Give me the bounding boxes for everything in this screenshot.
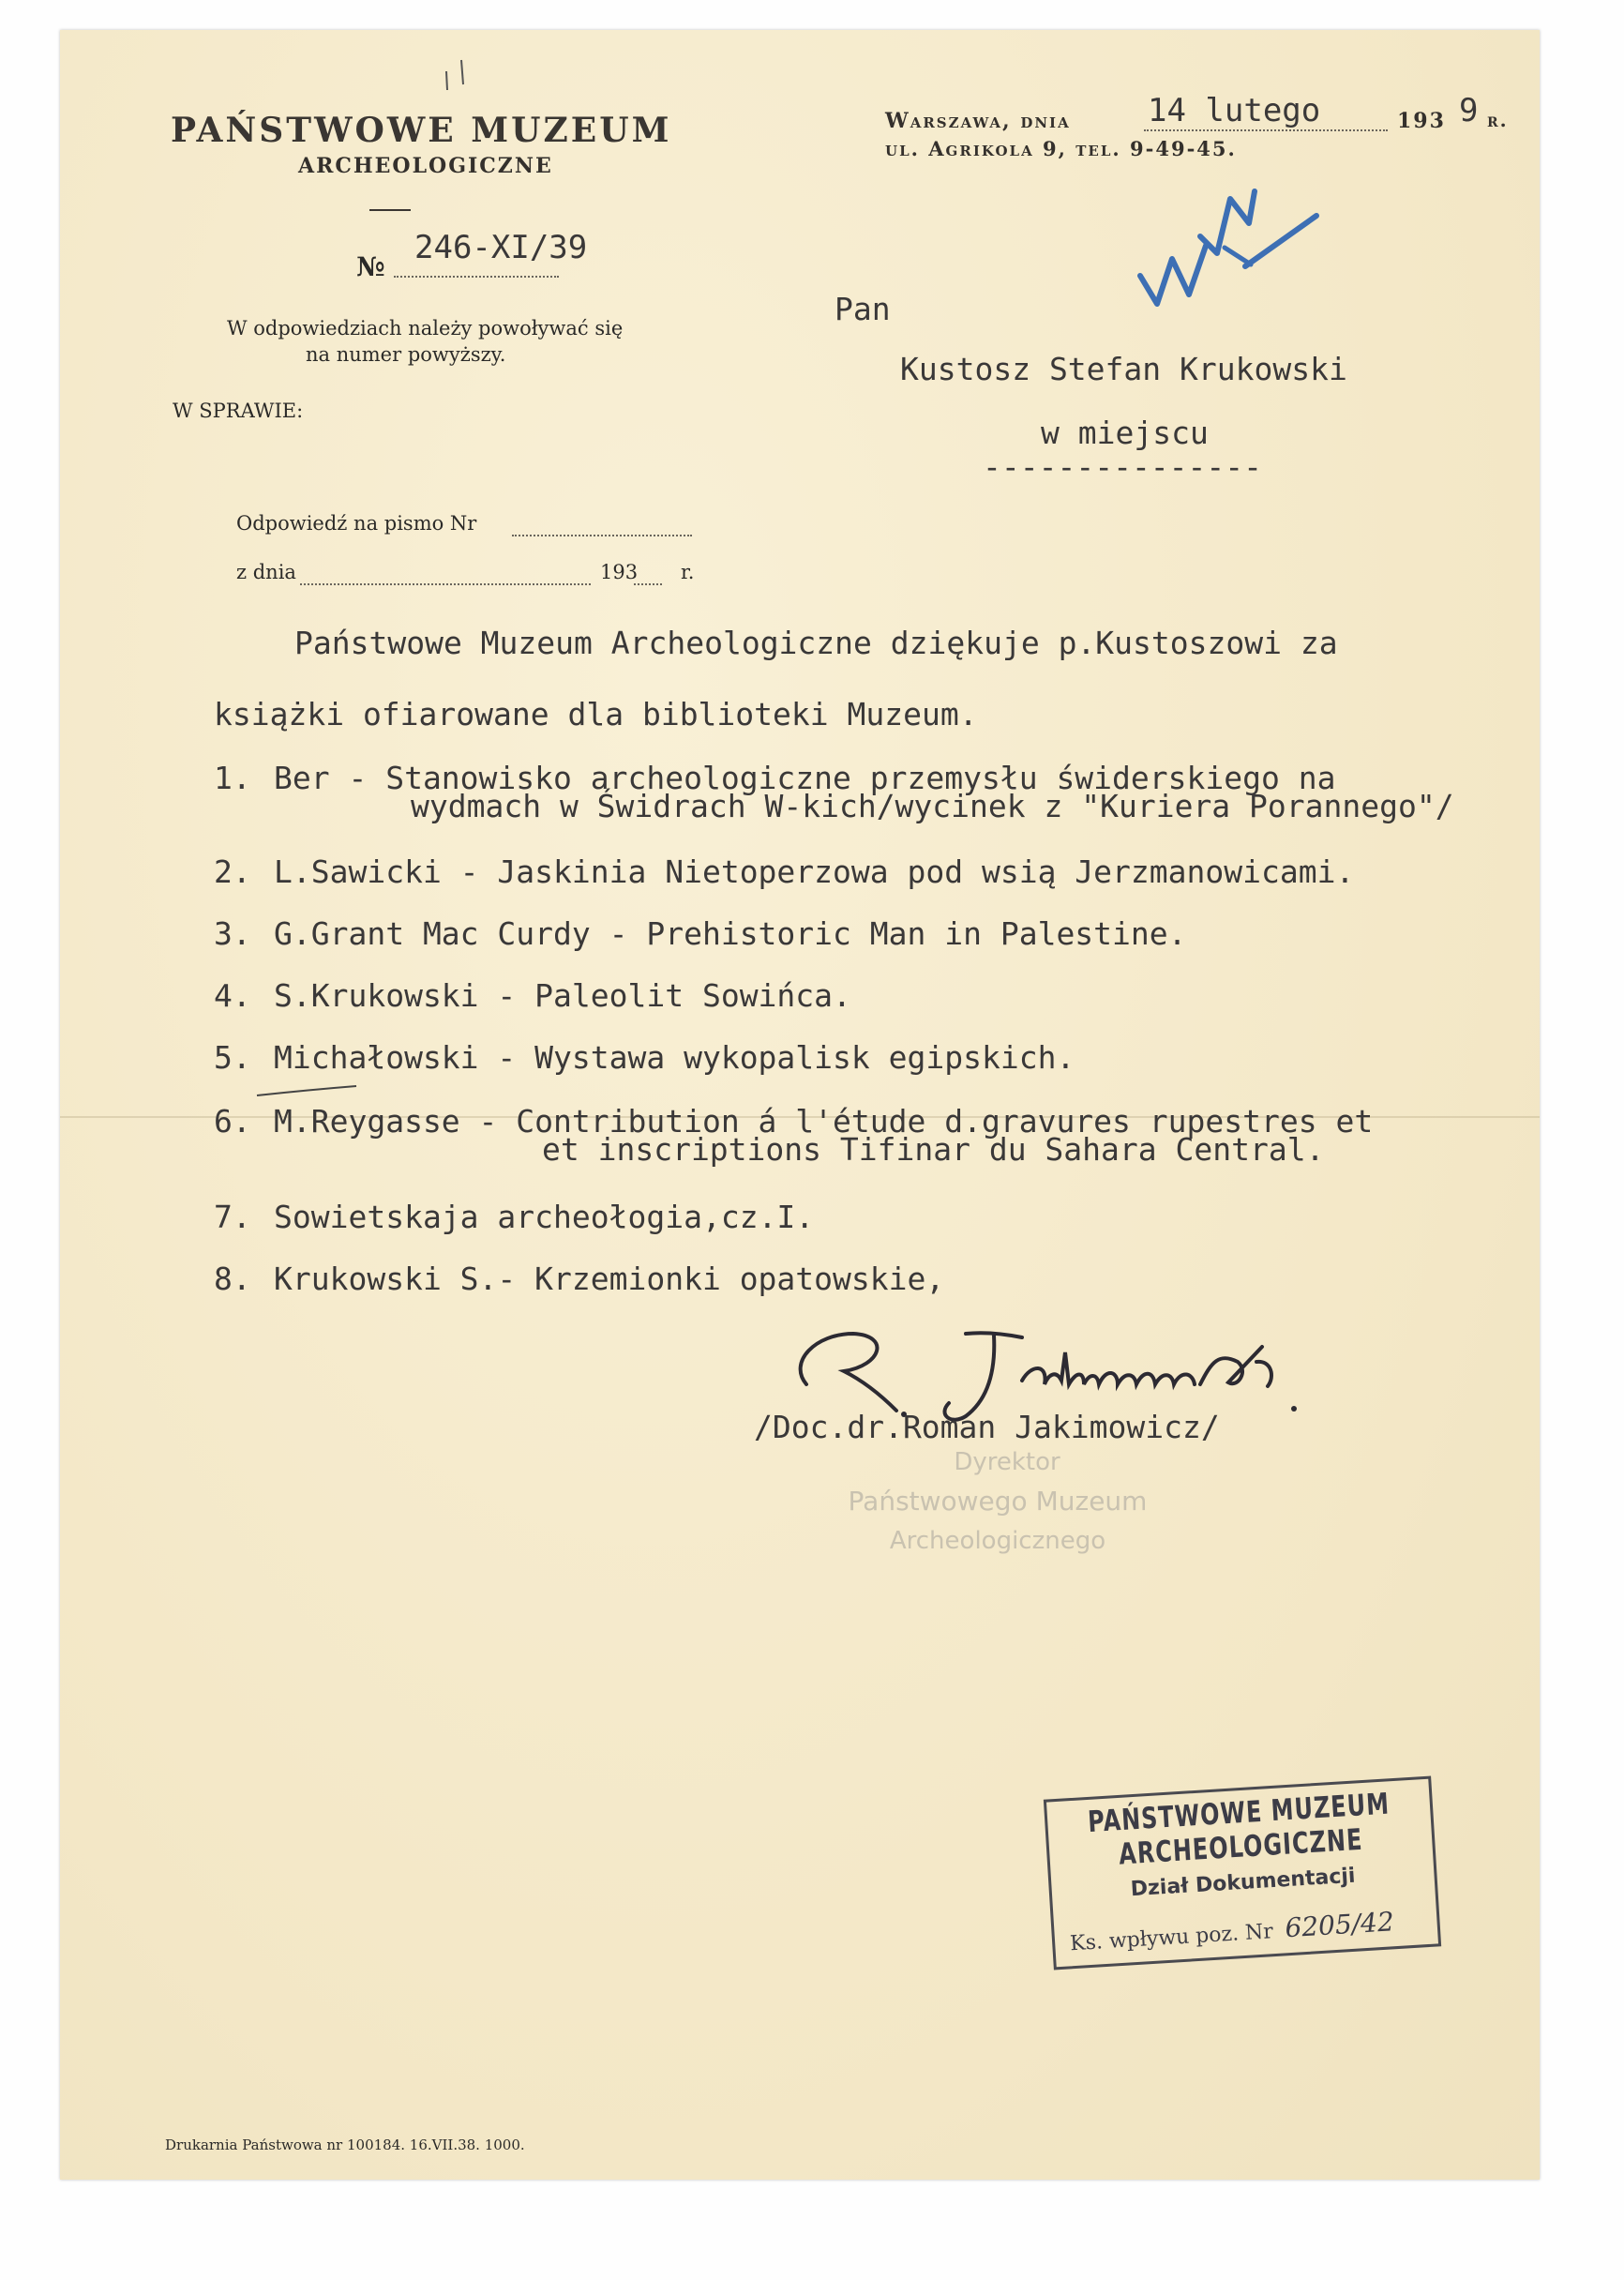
list-item-line1: Ber - Stanowisko archeologiczne przemysłu świderskiego na [274, 760, 1336, 796]
printer-footer: Drukarnia Państwowa nr 100184. 16.VII.38. 1000. [165, 2137, 525, 2153]
list-item-line1: G.Grant Mac Curdy - Prehistoric Man in Palestine. [274, 915, 1187, 952]
pencil-tick-marks [426, 49, 482, 96]
archive-stamp-line3 [1054, 1903, 1437, 1957]
recipient-location: w miejscu [1041, 415, 1209, 451]
archive-stamp-entry-label: Ks. wpływu poz. Nr [1069, 1920, 1274, 1956]
recipient-name: Kustosz Stefan Krukowski [900, 351, 1347, 387]
director-stamp-line1: Dyrektor [954, 1448, 1060, 1476]
matter-label: W SPRAWIE: [173, 400, 304, 422]
list-item-number: 8. [214, 1261, 251, 1297]
director-stamp-line3: Archeologicznego [889, 1527, 1106, 1555]
reply-date-year-prefix: 193 [600, 561, 639, 583]
reply-date-label: z dnia [236, 561, 296, 583]
reply-date-dotted-line [300, 583, 591, 585]
body-intro-line1: Państwowe Muzeum Archeologiczne dziękuje p.Kustoszowi za [294, 625, 1338, 661]
list-item-number: 4. [214, 977, 251, 1014]
reply-date-year-dots [634, 583, 662, 585]
number-dotted-line [394, 276, 559, 278]
recipient-salutation: Pan [835, 291, 891, 327]
document-number: 246-XI/39 [414, 229, 588, 266]
year-prefix: 193 [1397, 109, 1446, 133]
reply-reference-dotted-line [512, 535, 692, 536]
institution-subtitle: ARCHEOLOGICZNE [298, 154, 553, 178]
list-item-line2: et inscriptions Tifinar du Sahara Central. [542, 1131, 1325, 1168]
year-digit: 9 [1459, 92, 1479, 129]
archive-stamp-line1: PAŃSTWOWE MUZEUM ARCHEOLOGICZNE [1087, 1786, 1391, 1872]
list-item-number: 2. [214, 853, 251, 890]
director-stamp-line2: Państwowego Muzeum [848, 1486, 1148, 1517]
reply-note-line2: na numer powyższy. [306, 343, 506, 366]
letter-date: 14 lutego [1148, 92, 1321, 129]
recipient-underline: --------------- [983, 448, 1263, 485]
archive-stamp [1044, 1776, 1441, 1970]
list-item-line1: M.Reygasse - Contribution á l'étude d.gravures rupestres et [274, 1103, 1374, 1140]
list-item-number: 3. [214, 915, 251, 952]
number-label: № [356, 251, 385, 282]
reply-note-line1: W odpowiedziach należy powoływać się [227, 317, 624, 340]
year-suffix: r. [1487, 109, 1509, 131]
list-item-line1: S.Krukowski - Paleolit Sowińca. [274, 977, 851, 1014]
blue-pencil-initials-mark [1120, 161, 1335, 349]
body-intro-line2: książki ofiarowane dla biblioteki Muzeum. [214, 696, 978, 732]
museum-address: ul. Agrikola 9, tel. 9-49-45. [885, 137, 1237, 160]
list-item-number: 1. [214, 760, 251, 796]
list-item-number: 6. [214, 1103, 251, 1140]
list-item-line1: Krukowski S.- Krzemionki opatowskie, [274, 1261, 945, 1297]
city-date-label: Warszawa, dnia [885, 109, 1071, 133]
archive-stamp-entry-number: 6205/42 [1284, 1906, 1395, 1944]
typed-signature: /Doc.dr.Roman Jakimowicz/ [754, 1409, 1220, 1445]
archive-stamp-line2: Dział Dokumentacji [1130, 1864, 1357, 1902]
list-item-line1: Michałowski - Wystawa wykopalisk egipskich. [274, 1039, 1075, 1076]
pencil-strike-mark [253, 1082, 366, 1101]
letter-sheet [60, 30, 1540, 2180]
list-item-line1: L.Sawicki - Jaskinia Nietoperzowa pod wsią Jerzmanowicami. [274, 853, 1355, 890]
date-dotted-line [1144, 129, 1388, 131]
reply-date-year-suffix: r. [681, 561, 695, 583]
institution-title: PAŃSTWOWE MUZEUM [171, 111, 672, 150]
list-item-line1: Sowietskaja archeołogia,cz.I. [274, 1199, 815, 1235]
letterhead-divider [369, 209, 411, 211]
list-item-number: 5. [214, 1039, 251, 1076]
list-item-line2: wydmach w Świdrach W-kich/wycinek z "Kuriera Porannego"/ [411, 788, 1454, 824]
reply-reference-label: Odpowiedź na pismo Nr [236, 512, 477, 535]
list-item-number: 7. [214, 1199, 251, 1235]
